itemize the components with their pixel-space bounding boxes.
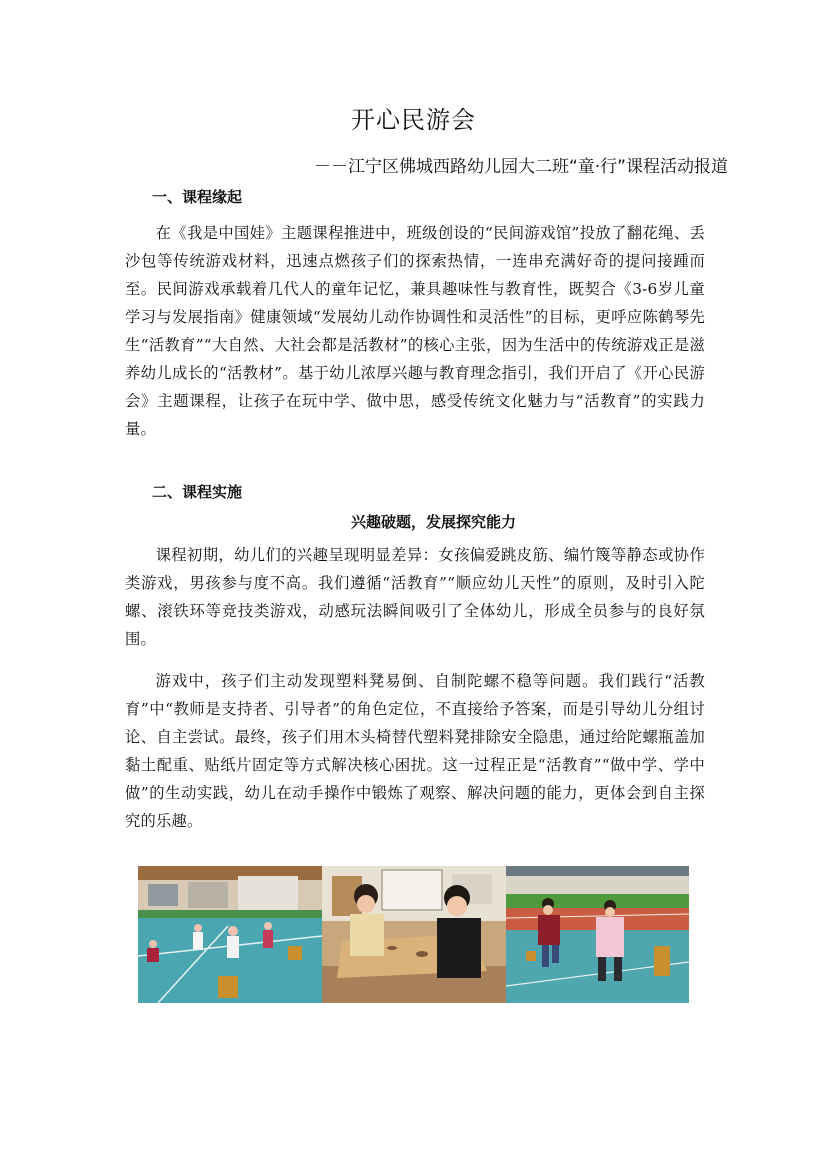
photo-strip	[138, 866, 689, 1003]
subsection-heading-interest: 兴趣破题，发展探究能力	[350, 513, 516, 531]
photo-running-track	[506, 866, 689, 1003]
photo-indoor-table	[322, 866, 506, 1003]
page-title: 开心民游会	[351, 106, 476, 134]
section-heading-origin: 一、课程缘起	[152, 188, 243, 206]
photo-outdoor-court	[138, 866, 322, 1003]
paragraph-interest: 课程初期，幼儿们的兴趣呈现明显差异：女孩偏爱跳皮筋、编竹篾等静态或协作类游戏，男孩参与度不高。我们遵循“活教育”“顺应幼儿天性”的原则，及时引入陀螺、滚铁环等竞技类游戏，动感玩法瞬间吸引了全体幼儿，形成全员参与的良好氛围。	[125, 546, 705, 648]
paragraph-exploration: 游戏中，孩子们主动发现塑料凳易倒、自制陀螺不稳等问题。我们践行“活教育”中“教师是支持者、引导者”的角色定位，不直接给予答案，而是引导幼儿分组讨论、自主尝试。最终，孩子们用木头椅替代塑料凳排除安全隐患，通过给陀螺瓶盖加黏土配重、贴纸片固定等方式解决核心困扰。这一过程正是“活教育”“做中学、学中做”的生动实践，幼儿在动手操作中锻炼了观察、解决问题的能力，更体会到自主探究的乐趣。	[125, 672, 705, 830]
paragraph-origin: 在《我是中国娃》主题课程推进中，班级创设的“民间游戏馆”投放了翻花绳、丢沙包等传统游戏材料，迅速点燃孩子们的探索热情，一连串充满好奇的提问接踵而至。民间游戏承载着几代人的童年记忆，兼具趣味性与教育性，既契合《3-6岁儿童学习与发展指南》健康领域“发展幼儿动作协调性和灵活性”的目标，更呼应陈鹤琴先生“活教育”“大自然、大社会都是活教材”的核心主张，因为生活中的传统游戏正是滋养幼儿成长的“活教材”。基于幼儿浓厚兴趣与教育理念指引，我们开启了《开心民游会》主题课程，让孩子在玩中学、做中思，感受传统文化魅力与“活教育”的实践力量。	[125, 224, 705, 438]
page-subtitle: －－江宁区佛城西路幼儿园大二班“童·行”课程活动报道	[313, 157, 728, 177]
section-heading-implementation: 二、课程实施	[152, 483, 243, 501]
